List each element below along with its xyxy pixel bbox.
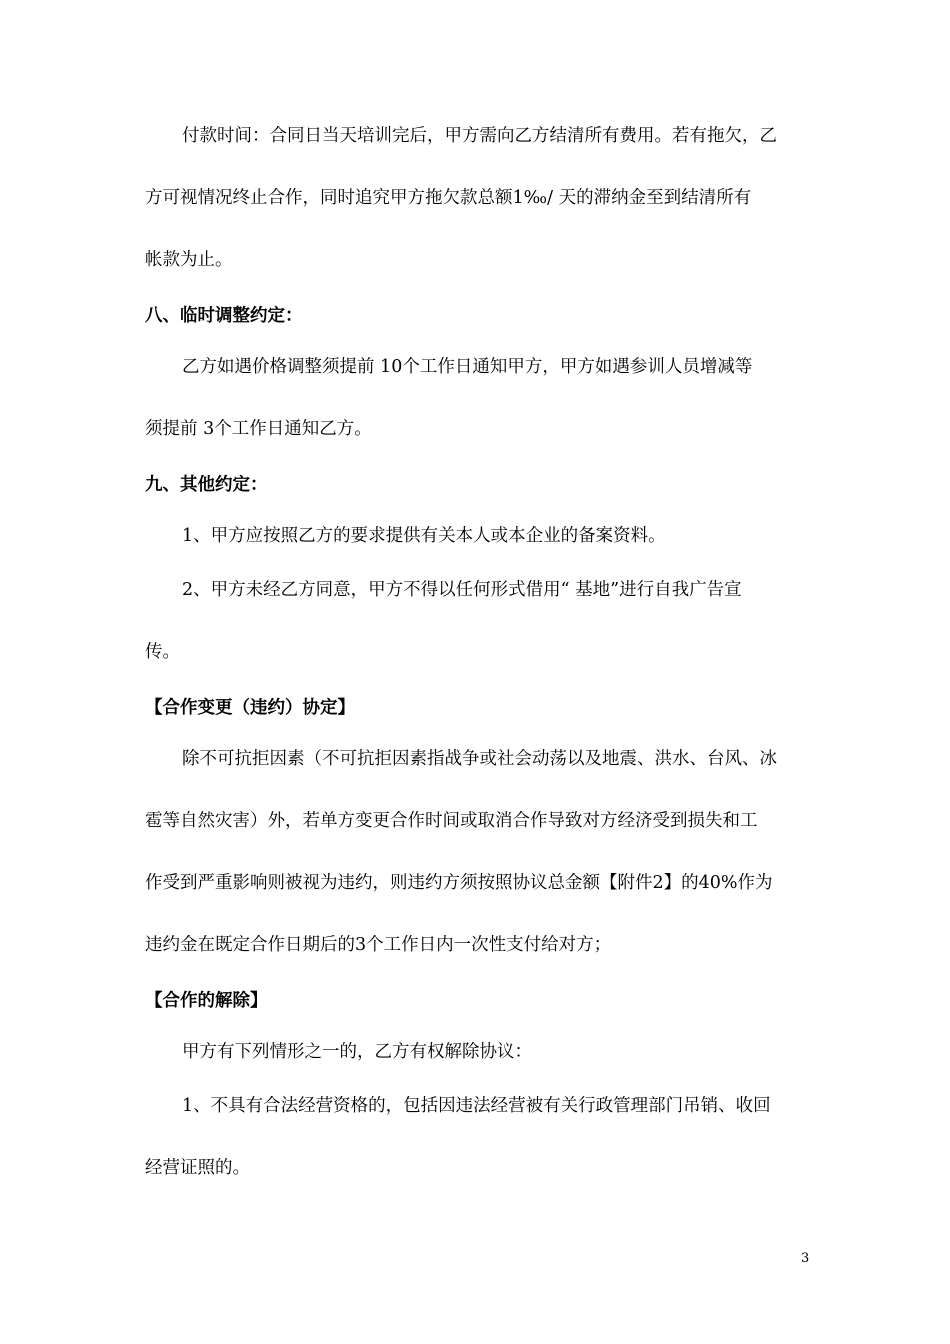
termination-section-heading: 【合作的解除】 <box>145 991 268 1011</box>
breach-text-line-2: 雹等自然灾害）外，若单方变更合作时间或取消合作导致对方经济受到损失和工 <box>145 811 758 831</box>
section-8-text-line-1: 乙方如遇价格调整须提前 10个工作日通知甲方，甲方如遇参训人员增减等 <box>182 357 753 377</box>
section-9-item-1: 1、甲方应按照乙方的要求提供有关本人或本企业的备案资料。 <box>182 526 666 546</box>
breach-text-line-1: 除不可抗拒因素（不可抗拒因素指战争或社会动荡以及地震、洪水、台风、冰 <box>182 749 777 769</box>
breach-text-line-4: 违约金在既定合作日期后的3个工作日内一次性支付给对方； <box>145 935 612 955</box>
termination-text-line-1: 甲方有下列情形之一的，乙方有权解除协议： <box>182 1042 532 1062</box>
section-8-heading: 八、临时调整约定： <box>145 306 303 326</box>
termination-item-1-line-1: 1、不具有合法经营资格的，包括因违法经营被有关行政管理部门吊销、收回 <box>182 1096 771 1116</box>
section-8-text-line-2: 须提前 3个工作日通知乙方。 <box>145 419 372 439</box>
payment-text-line-2: 方可视情况终止合作，同时追究甲方拖欠款总额1‰/ 天的滞纳金至到结清所有 <box>145 188 752 208</box>
section-9-item-2-line-2: 传。 <box>145 642 180 662</box>
section-9-heading: 九、其他约定： <box>145 475 268 495</box>
breach-text-line-3: 作受到严重影响则被视为违约，则违约方须按照协议总金额【附件2】的40%作为 <box>145 873 773 893</box>
payment-text-line-1: 付款时间：合同日当天培训完后，甲方需向乙方结清所有费用。若有拖欠，乙 <box>182 126 777 146</box>
payment-text-line-3: 帐款为止。 <box>145 250 233 270</box>
section-9-item-2-line-1: 2、甲方未经乙方同意，甲方不得以任何形式借用“ 基地”进行自我广告宣 <box>182 580 742 600</box>
breach-section-heading: 【合作变更（违约）协定】 <box>145 698 355 718</box>
termination-item-1-line-2: 经营证照的。 <box>145 1158 250 1178</box>
page-number: 3 <box>801 1251 810 1266</box>
